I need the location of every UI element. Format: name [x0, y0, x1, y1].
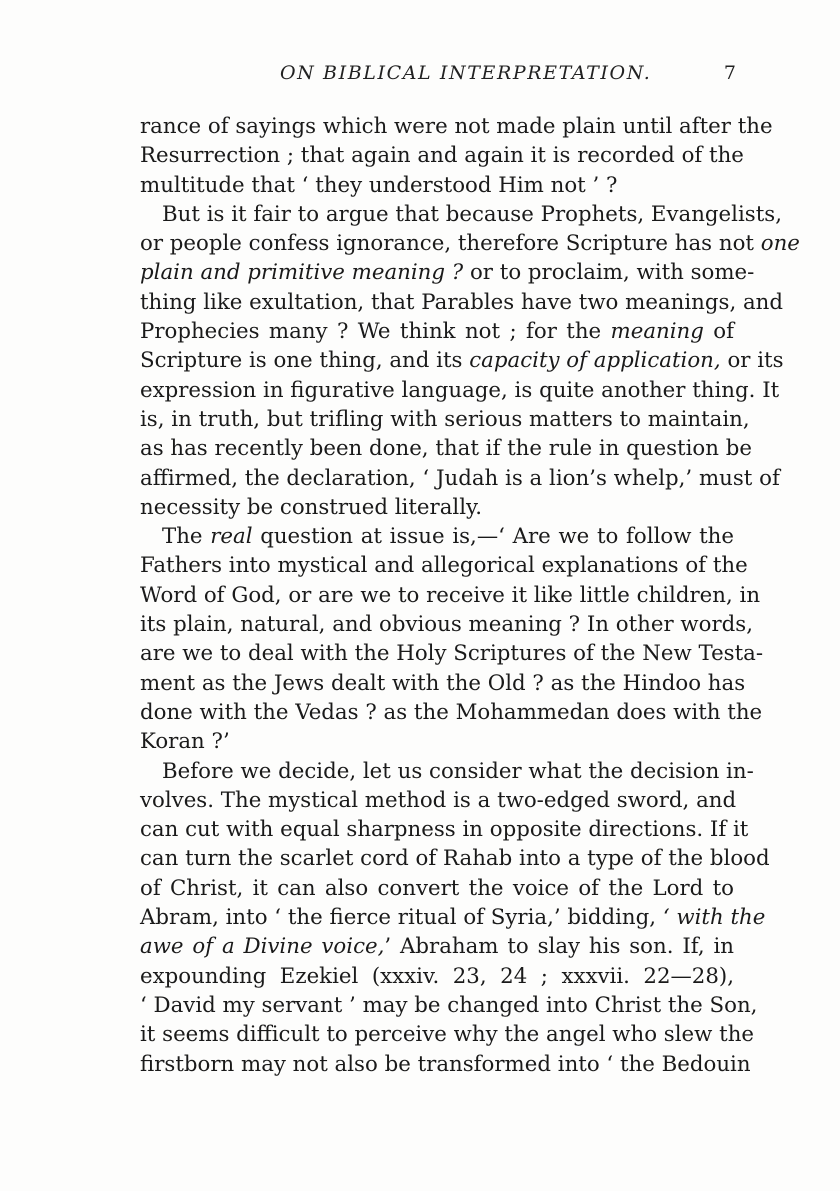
text-segment: thing like exultation, that Parables have two meanings, and	[140, 289, 784, 315]
text-segment: done with the Vedas ? as the Mohammedan does with the	[140, 699, 763, 725]
body-text	[140, 112, 800, 1079]
text-line	[140, 112, 773, 141]
text-segment: as has recently been done, that if the rule in question be	[140, 436, 752, 462]
text-segment: Koran ?’	[140, 729, 230, 755]
text-segment: of	[703, 319, 734, 345]
text-line	[140, 581, 761, 610]
text-line	[140, 698, 763, 727]
text-segment: can turn the scarlet cord of Rahab into a type of the blood	[140, 846, 770, 872]
text-line	[140, 522, 734, 551]
text-line	[140, 551, 748, 580]
text-line	[140, 376, 780, 405]
text-segment: ‘ David my servant ’ may be changed into Christ the Son,	[140, 992, 758, 1018]
italic-text: ‘ with the	[662, 905, 766, 931]
text-segment: or to proclaim, with some-	[463, 260, 755, 286]
text-segment: or people confess ignorance, therefore Scripture has not	[140, 231, 761, 257]
text-segment: Abram, into ‘ the fierce ritual of Syria,’ bidding,	[140, 905, 663, 931]
text-line	[140, 639, 764, 668]
italic-text: awe of a Divine voice,	[140, 934, 385, 960]
text-line	[140, 757, 754, 786]
text-segment: expression in figurative language, is quite another thing. It	[140, 377, 780, 403]
italic-text: real	[210, 524, 253, 550]
text-segment: But is it fair to argue that because Prophets, Evangelists,	[162, 201, 782, 227]
italic-text: meaning	[610, 319, 704, 345]
text-line	[140, 288, 784, 317]
text-segment: Prophecies many ? We think not ; for the	[140, 319, 611, 345]
text-line	[140, 962, 734, 991]
text-segment: ’ Abraham to slay his son. If, in	[384, 934, 735, 960]
text-segment: affirmed, the declaration, ‘ Judah is a lion’s whelp,’ must of	[140, 465, 780, 491]
text-line	[140, 991, 758, 1020]
running-head	[140, 62, 740, 90]
text-segment: are we to deal with the Holy Scriptures of the New Testa-	[140, 641, 764, 667]
text-segment: volves. The mystical method is a two-edged sword, and	[140, 787, 737, 813]
text-line	[140, 1020, 755, 1049]
italic-text: plain and primitive meaning ?	[140, 260, 464, 286]
text-line	[140, 229, 800, 258]
page-number: 7	[723, 62, 736, 84]
text-segment: its plain, natural, and obvious meaning ? In other words,	[140, 612, 753, 638]
text-line	[140, 258, 755, 287]
text-line	[140, 1050, 751, 1079]
text-line	[140, 346, 784, 375]
text-line	[140, 171, 734, 200]
text-segment: Before we decide, let us consider what the decision in-	[162, 758, 754, 784]
text-line	[140, 903, 766, 932]
text-line	[140, 932, 734, 961]
running-title: ON BIBLICAL INTERPRETATION.	[280, 62, 652, 84]
text-segment: rance of sayings which were not made plain until after the	[140, 114, 773, 139]
italic-text: capacity of application,	[469, 348, 721, 374]
text-segment: The	[162, 524, 211, 550]
text-segment: Resurrection ; that again and again it is recorded of the	[140, 143, 744, 169]
text-segment: multitude that ‘ they understood Him not ’ ?	[140, 172, 618, 198]
italic-text: one	[760, 231, 800, 257]
text-segment: ment as the Jews dealt with the Old ? as the Hindoo has	[140, 670, 746, 696]
text-line	[140, 874, 734, 903]
text-line	[140, 200, 782, 229]
text-line	[140, 669, 746, 698]
text-line	[140, 727, 734, 756]
text-line	[140, 464, 780, 493]
text-line	[140, 610, 753, 639]
text-segment: question at issue is,—‘ Are we to follow the	[252, 524, 734, 550]
text-line	[140, 141, 744, 170]
text-segment: necessity be construed literally.	[140, 494, 482, 520]
text-line	[140, 493, 734, 522]
text-segment: Word of God, or are we to receive it like little children, in	[140, 582, 761, 608]
text-line	[140, 317, 734, 346]
text-line	[140, 786, 737, 815]
text-segment: Fathers into mystical and allegorical explanations of the	[140, 553, 748, 579]
text-segment: is, in truth, but trifling with serious matters to maintain,	[140, 406, 750, 432]
text-line	[140, 815, 749, 844]
text-segment: or its	[720, 348, 784, 374]
text-line	[140, 434, 752, 463]
text-segment: of Christ, it can also convert the voice of the Lord to	[140, 875, 734, 901]
text-line	[140, 844, 770, 873]
text-segment: expounding Ezekiel (xxxiv. 23, 24 ; xxxvii. 22—28),	[140, 963, 734, 989]
text-segment: Scripture is one thing, and its	[140, 348, 470, 374]
text-segment: it seems difficult to perceive why the angel who slew the	[140, 1022, 755, 1048]
text-segment: firstborn may not also be transformed into ‘ the Bedouin	[140, 1051, 751, 1077]
text-segment: can cut with equal sharpness in opposite directions. If it	[140, 817, 749, 843]
text-line	[140, 405, 750, 434]
